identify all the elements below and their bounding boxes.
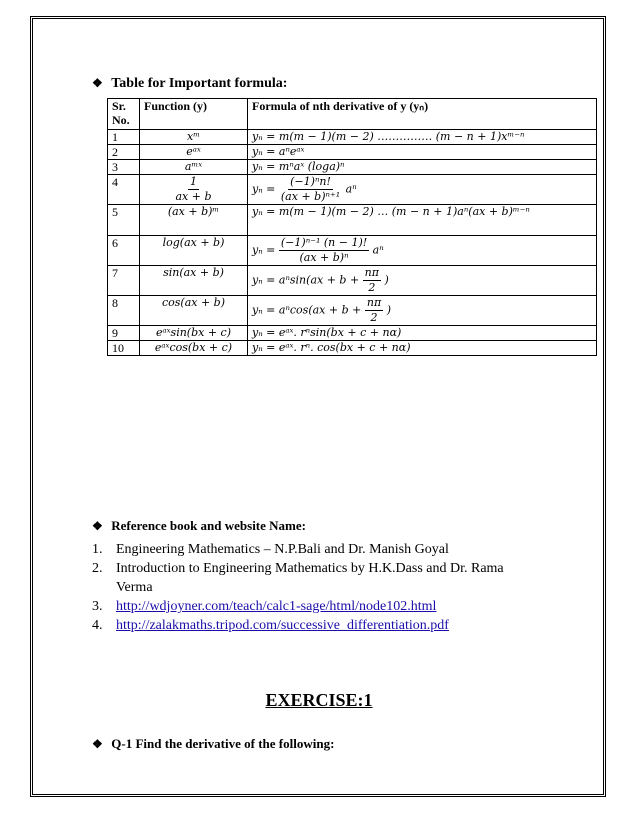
cell-sr: 3: [108, 160, 140, 175]
question-heading-text: Q-1 Find the derivative of the following:: [111, 736, 335, 751]
table-heading-text: Table for Important formula:: [111, 76, 288, 91]
formula-prefix: yₙ =: [252, 243, 276, 257]
reference-link[interactable]: http://zalakmaths.tripod.com/successive_differentiation.pdf: [116, 618, 449, 633]
question-heading: [92, 736, 334, 752]
cell-sr: 9: [108, 326, 140, 341]
diamond-bullet-icon: ❖: [92, 737, 103, 751]
cell-sr: 8: [108, 296, 140, 326]
reference-text: Introduction to Engineering Mathematics by H.K.Dass and Dr. Rama Verma: [116, 561, 504, 595]
table-row: [108, 341, 597, 356]
table-header-row: [108, 99, 597, 130]
cell-formula: yₙ = m(m − 1)(m − 2) … (m − n + 1)aⁿ(ax + b)ᵐ⁻ⁿ: [248, 205, 597, 236]
cell-formula: yₙ = eᵃˣ. rⁿsin(bx + c + nα): [248, 326, 597, 341]
table-row: [108, 205, 597, 236]
fraction-denominator: (ax + b)ⁿ⁺¹: [280, 190, 341, 203]
cell-sr: 1: [108, 130, 140, 145]
fraction: [363, 266, 381, 295]
fraction: [365, 296, 383, 325]
formula-prefix: yₙ = aⁿcos(ax + b +: [252, 303, 362, 317]
fraction: [279, 236, 369, 265]
reference-heading: [92, 518, 306, 534]
cell-function: xᵐ: [140, 130, 248, 145]
table-heading: [92, 76, 287, 92]
cell-formula: yₙ = eᵃˣ. rⁿ. cos(bx + c + nα): [248, 341, 597, 356]
formula-suffix: ): [386, 303, 391, 317]
cell-formula: [248, 175, 597, 205]
reference-link[interactable]: http://wdjoyner.com/teach/calc1-sage/html/node102.html: [116, 599, 437, 614]
header-formula: Formula of nth derivative of y (yₙ): [248, 99, 597, 130]
table-row: [108, 175, 597, 205]
diamond-bullet-icon: ❖: [92, 519, 103, 533]
formula-prefix: yₙ = aⁿsin(ax + b +: [252, 273, 360, 287]
cell-function: log(ax + b): [140, 236, 248, 266]
table-row: [108, 236, 597, 266]
fraction-numerator: (−1)ⁿ⁻¹ (n − 1)!: [280, 236, 368, 249]
formula-table: [107, 98, 597, 356]
cell-formula: [248, 236, 597, 266]
cell-sr: 7: [108, 266, 140, 296]
cell-function: aᵐˣ: [140, 160, 248, 175]
cell-sr: 6: [108, 236, 140, 266]
cell-function: eᵃˣsin(bx + c): [140, 326, 248, 341]
formula-prefix: yₙ =: [252, 182, 276, 196]
fraction-numerator: nπ: [366, 296, 382, 309]
header-sr: Sr. No.: [108, 99, 140, 130]
table-row: [108, 266, 597, 296]
exercise-title: EXERCISE:1: [265, 690, 373, 710]
fraction-denominator: (ax + b)ⁿ: [299, 251, 349, 264]
fraction-numerator: nπ: [364, 266, 379, 279]
fraction: [173, 175, 213, 204]
cell-formula: [248, 296, 597, 326]
fraction-denominator: 2: [368, 281, 376, 294]
reference-heading-text: Reference book and website Name:: [111, 518, 306, 533]
cell-sr: 4: [108, 175, 140, 205]
list-item: [92, 540, 532, 559]
cell-function: eᵃˣcos(bx + c): [140, 341, 248, 356]
cell-function: sin(ax + b): [140, 266, 248, 296]
cell-formula: yₙ = mⁿaˣ (loga)ⁿ: [248, 160, 597, 175]
cell-formula: [248, 266, 597, 296]
diamond-bullet-icon: ❖: [92, 76, 103, 90]
fraction-numerator: 1: [189, 175, 197, 188]
list-number: 4.: [92, 618, 103, 633]
cell-function: cos(ax + b): [140, 296, 248, 326]
list-number: 3.: [92, 599, 103, 614]
table-row: [108, 296, 597, 326]
cell-sr: 5: [108, 205, 140, 236]
list-item: [92, 616, 532, 635]
fraction-numerator: (−1)ⁿn!: [290, 175, 331, 188]
table-row: [108, 145, 597, 160]
list-number: 2.: [92, 561, 103, 576]
list-item: [92, 597, 532, 616]
reference-text: Engineering Mathematics – N.P.Bali and Dr. Manish Goyal: [116, 542, 449, 557]
cell-function: (ax + b)ᵐ: [140, 205, 248, 236]
cell-formula: yₙ = m(m − 1)(m − 2) …………… (m − n + 1)xᵐ⁻ⁿ: [248, 130, 597, 145]
fraction-denominator: 2: [370, 311, 378, 324]
formula-suffix: aⁿ: [345, 182, 357, 196]
list-number: 1.: [92, 542, 103, 557]
reference-list: [92, 540, 532, 635]
header-function: Function (y): [140, 99, 248, 130]
fraction: [279, 175, 342, 204]
cell-formula: yₙ = aⁿeᵃˣ: [248, 145, 597, 160]
fraction-denominator: ax + b: [175, 190, 212, 203]
list-item: [92, 559, 532, 597]
table-row: [108, 130, 597, 145]
cell-function: eᵃˣ: [140, 145, 248, 160]
table-row: [108, 160, 597, 175]
cell-function: [140, 175, 248, 205]
formula-suffix: aⁿ: [372, 243, 384, 257]
formula-suffix: ): [384, 273, 389, 287]
table-row: [108, 326, 597, 341]
cell-sr: 2: [108, 145, 140, 160]
cell-sr: 10: [108, 341, 140, 356]
